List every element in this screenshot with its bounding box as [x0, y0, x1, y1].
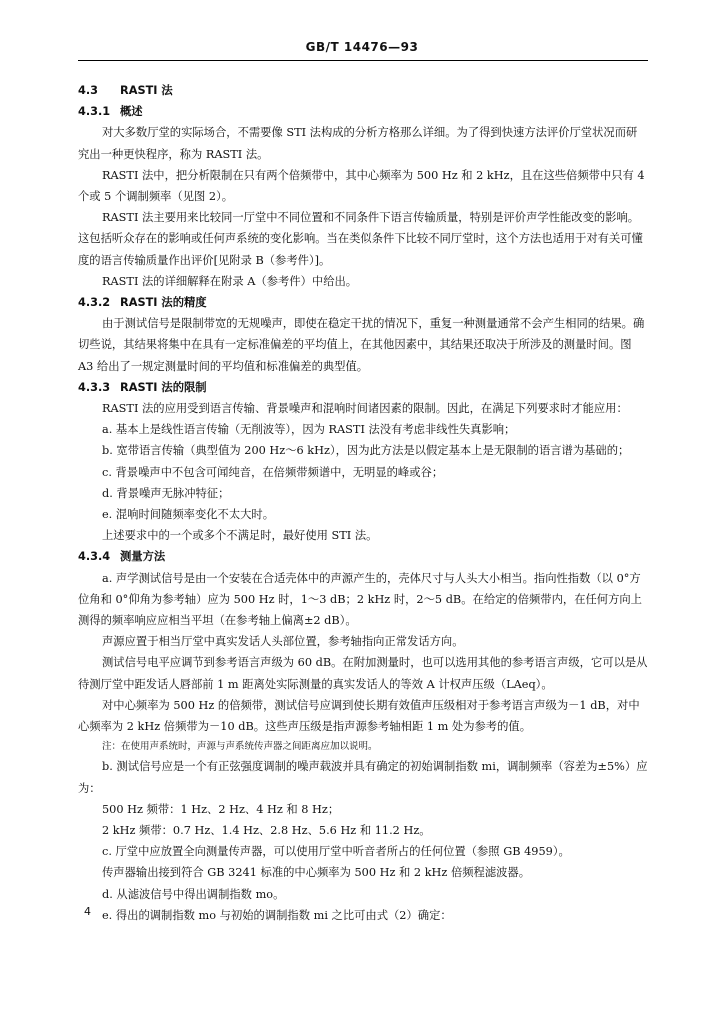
- list-item: d. 从滤波信号中得出调制指数 mo。: [102, 887, 285, 901]
- list-item: d. 背景噪声无脉冲特征；: [102, 486, 230, 500]
- body-paragraph: 对中心频率为 500 Hz 的倍频带，测试信号应调到使长期有效值声压级相对于参考语言声级为－1 dB，对中心频率为 2 kHz 倍频带为－10 dB。这些声压级是指声源参考轴相距 1 m 处为参考的值。: [78, 698, 640, 734]
- body-paragraph: RASTI 法中，把分析限制在只有两个倍频带中，其中心频率为 500 Hz 和 2 kHz，且在这些倍频带中只有 4 个或 5 个调制频率（见图 2）。: [78, 168, 645, 204]
- body-paragraph: RASTI 法的详细解释在附录 A（参考件）中给出。: [102, 274, 358, 288]
- section-number: 4.3.2: [78, 296, 111, 310]
- section-title: RASTI 法的精度: [120, 296, 207, 310]
- list-item: b. 测试信号应是一个有正弦强度调制的噪声载波并具有确定的初始调制指数 mi，调制频率（容差为±5%）应为：: [78, 760, 648, 795]
- body-paragraph: 测试信号电平应调节到参考语言声级为 60 dB。在附加测量时，也可以选用其他的参考语言声级，它可以是从待测厅堂中距发话人唇部前 1 m 距离处实际测量的真实发话人的等效 A 计权声压级（LAeq）。: [78, 656, 648, 691]
- section-heading: [78, 80, 648, 101]
- section-number: 4.3.3: [78, 380, 111, 394]
- section-title: 测量方法: [120, 550, 166, 564]
- document-body: [78, 80, 648, 926]
- list-item: e. 得出的调制指数 mo 与初始的调制指数 mi 之比可由式（2）确定：: [102, 908, 452, 922]
- body-paragraph: 由于测试信号是限制带宽的无规噪声，即使在稳定干扰的情况下，重复一种测量通常不会产生相同的结果。确切些说，其结果将集中在具有一定标准偏差的平均值上，在其他因素中，其结果还取决于所涉及的测量时间。图 A3 给出了一规定测量时间的平均值和标准偏差的典型值。: [78, 317, 645, 373]
- body-paragraph: RASTI 法的应用受到语言传输、背景噪声和混响时间诸因素的限制。因此，在满足下列要求时才能应用：: [102, 402, 628, 416]
- note-text: 注：在使用声系统时，声源与声系统传声器之间距离应加以说明。: [102, 741, 378, 753]
- section-heading: [78, 546, 648, 567]
- body-paragraph: 声源应置于相当厅堂中真实发话人头部位置，参考轴指向正常发话方向。: [102, 635, 464, 649]
- page-header: GB/T 14476—93: [305, 40, 419, 54]
- list-item: b. 宽带语言传输（典型值为 200 Hz～6 kHz），因为此方法是以假定基本上是无限制的语言谱为基础的；: [102, 444, 630, 458]
- section-number: 4.3.4: [78, 550, 111, 564]
- list-item: c. 背景噪声中不包含可闻纯音，在倍频带频谱中，无明显的峰或谷；: [102, 465, 444, 479]
- section-title: RASTI 法的限制: [120, 380, 207, 394]
- body-paragraph: 2 kHz 频带：0.7 Hz、1.4 Hz、2.8 Hz、5.6 Hz 和 11.2 Hz。: [102, 823, 431, 837]
- body-paragraph: RASTI 法主要用来比较同一厅堂中不同位置和不同条件下语言传输质量，特别是评价声学性能改变的影响。这包括听众存在的影响或任何声系统的变化影响。当在类似条件下比较不同厅堂时，这个方法也适用于对有关可懂度的语言传输质量作出评价[见附录 B（参考件）]。: [78, 211, 643, 267]
- page-number: 4: [84, 905, 91, 918]
- body-paragraph: 传声器输出接到符合 GB 3241 标准的中心频率为 500 Hz 和 2 kHz 倍频程滤波器。: [102, 866, 531, 880]
- section-number: 4.3: [78, 84, 99, 97]
- section-heading: [78, 377, 648, 398]
- section-title: RASTI 法: [120, 84, 173, 97]
- section-number: 4.3.1: [78, 105, 111, 119]
- list-item: e. 混响时间随频率变化不太大时。: [102, 508, 275, 522]
- list-item: a. 基本上是线性语言传输（无削波等），因为 RASTI 法没有考虑非线性失真影响；: [102, 423, 516, 437]
- list-item: a. 声学测试信号是由一个安装在合适壳体中的声源产生的，壳体尺寸与人头大小相当。指向性指数（以 0°方位角和 0°仰角为参考轴）应为 500 Hz 时，1～3 dB；2 kHz 时，2～5 dB。在给定的倍频带内，在任何方向上测得的频率响应应相当平坦（在参考轴上偏离±2 dB）。: [78, 571, 642, 628]
- body-paragraph: 对大多数厅堂的实际场合，不需要像 STI 法构成的分析方格那么详细。为了得到快速方法评价厅堂状况而研究出一种更快程序，称为 RASTI 法。: [78, 126, 638, 161]
- section-heading: [78, 101, 648, 122]
- section-heading: [78, 292, 648, 313]
- body-paragraph: 500 Hz 频带：1 Hz、2 Hz、4 Hz 和 8 Hz；: [102, 802, 340, 816]
- header-rule: [78, 60, 648, 61]
- section-title: 概述: [120, 105, 143, 119]
- list-item: c. 厅堂中应放置全向测量传声器，可以使用厅堂中听音者所占的任何位置（参照 GB 4959）。: [102, 845, 570, 859]
- body-paragraph: 上述要求中的一个或多个不满足时，最好使用 STI 法。: [102, 529, 378, 543]
